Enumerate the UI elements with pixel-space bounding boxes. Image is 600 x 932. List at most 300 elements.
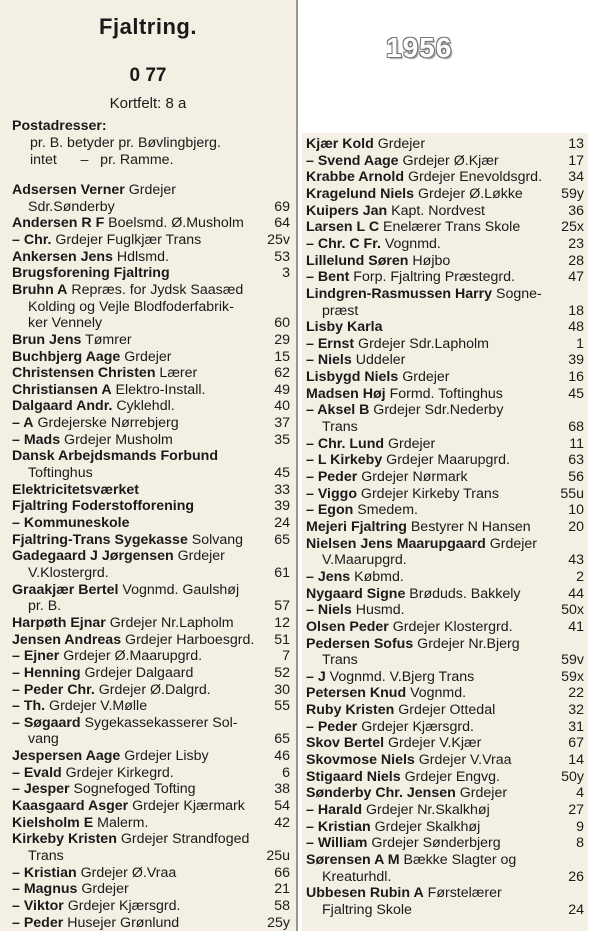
phone-number: 23	[568, 235, 584, 252]
entry-name: – Peder	[306, 718, 358, 735]
entry-detail: Grdejer V.Kjær	[384, 735, 482, 752]
entry-name: – Kommuneskole	[12, 515, 130, 531]
entry-detail: Grdejer Strandfoged	[116, 831, 250, 848]
entry-name: Kragelund Niels	[306, 185, 415, 202]
phone-number: 22	[568, 685, 584, 702]
entry-detail: Malerm.	[93, 814, 149, 831]
entry-name: – Egon	[306, 502, 354, 519]
phone-number: 31	[568, 718, 584, 735]
directory-entry	[12, 682, 211, 699]
directory-entry	[306, 153, 499, 170]
phone-number: 41	[568, 618, 584, 635]
phone-number: 4	[576, 785, 584, 802]
entry-detail: Tømrer	[81, 331, 132, 348]
directory-entry	[306, 769, 500, 786]
directory-entry	[306, 203, 485, 220]
entry-name: – Mads	[12, 431, 61, 448]
entry-name: Skovmose Niels	[306, 752, 415, 769]
phone-number: 65	[274, 531, 290, 548]
entry-name: – Kristian	[306, 818, 371, 835]
entry-name: Krabbe Arnold	[306, 169, 405, 186]
entry-detail: vang	[28, 731, 59, 748]
entry-name: Harpøth Ejnar	[12, 614, 106, 631]
directory-entry	[306, 386, 503, 403]
entry-detail: Grdejer	[173, 548, 225, 565]
phone-number: 64	[274, 215, 290, 232]
entry-name: – Ejner	[12, 648, 60, 665]
phone-number: 63	[568, 452, 584, 469]
phone-number: 29	[274, 331, 290, 348]
entry-detail: Toftinghus	[28, 465, 93, 482]
entry-detail: pr. B.	[28, 598, 62, 615]
entry-name: – Jens	[306, 568, 351, 585]
entry-name: Christensen Christen	[12, 365, 156, 382]
entry-detail: Grdejer Nørmark	[357, 469, 468, 485]
directory-entry	[28, 848, 64, 865]
entry-detail: Grdejer V.Mølle	[45, 698, 148, 715]
entry-detail: Sogne-	[492, 285, 542, 302]
entry-detail: Grdejer Kjærmark	[128, 798, 245, 815]
directory-entry	[306, 236, 441, 253]
entry-name: – Chr. C Fr.	[306, 235, 381, 252]
entry-detail: Grdejer	[77, 881, 129, 898]
directory-entry	[306, 502, 418, 519]
directory-entry	[306, 219, 520, 236]
entry-name: Dalgaard Andr.	[12, 398, 113, 415]
directory-entry	[306, 835, 501, 852]
phone-number: 52	[274, 664, 290, 681]
entry-detail: Grdejer Ø.Kjær	[398, 152, 499, 169]
entry-detail: Brøduds. Bakkely	[405, 585, 521, 602]
entry-detail: Grdejer Skalkhøj	[370, 818, 481, 835]
directory-entry	[12, 482, 139, 499]
entry-name: – A	[12, 415, 34, 432]
entry-name: – Niels	[306, 352, 352, 369]
entry-name: – Kristian	[12, 864, 77, 881]
phone-number: 24	[274, 515, 290, 531]
entry-name: – J	[306, 668, 326, 685]
entry-detail: Fjaltring Skole	[322, 901, 412, 918]
phone-number: 24	[568, 901, 584, 918]
entry-detail: Husmd.	[351, 602, 405, 619]
directory-entry	[12, 282, 243, 299]
entry-name: Lindgren-Rasmussen Harry	[306, 285, 493, 302]
entry-detail: Smedem.	[353, 502, 418, 519]
entry-detail: Trans	[28, 848, 64, 864]
phone-number: 33	[274, 481, 290, 498]
directory-entry	[306, 452, 510, 469]
entry-detail: Førstelærer	[423, 885, 502, 902]
entry-name: Nygaard Signe	[306, 585, 406, 602]
entry-name: Larsen L C	[306, 219, 380, 236]
directory-entry	[12, 915, 179, 932]
phone-number: 69	[274, 198, 290, 215]
year-label: 1956	[386, 32, 453, 63]
phone-number: 50x	[561, 602, 584, 619]
phone-number: 11	[569, 435, 584, 452]
entry-name: Skov Bertel	[306, 735, 385, 752]
entry-name: Fjaltring Foderstofforening	[12, 498, 195, 515]
directory-entry	[306, 286, 542, 303]
entry-detail: Cyklehdl.	[112, 398, 175, 415]
entry-name: – Magnus	[12, 881, 78, 898]
entry-detail: Grdejer	[485, 535, 538, 552]
entry-detail: Kreaturhdl.	[322, 868, 392, 885]
directory-entry	[306, 519, 531, 536]
directory-entry	[28, 315, 102, 332]
directory-entry	[306, 336, 489, 353]
directory-entry	[306, 536, 537, 553]
phone-number: 6	[282, 764, 290, 781]
directory-entry	[306, 702, 495, 719]
phone-number: 46	[274, 748, 290, 765]
entry-detail: Grdejer Enevoldsgrd.	[404, 169, 543, 186]
directory-entry	[12, 898, 180, 915]
entry-detail: Kapt. Nordvest	[387, 202, 486, 219]
phone-number: 34	[568, 169, 584, 186]
directory-entry	[306, 469, 468, 486]
directory-entry	[322, 419, 358, 436]
phone-number: 30	[274, 681, 290, 698]
directory-entry	[322, 869, 391, 886]
directory-entry	[12, 365, 197, 382]
directory-entry	[12, 398, 175, 415]
area-code: 0 77	[129, 65, 167, 86]
entry-detail: Sdr.Sønderby	[28, 198, 115, 215]
entry-detail: Trans	[322, 652, 358, 669]
phone-number: 38	[274, 781, 290, 798]
entry-detail: Grdejer	[373, 136, 426, 152]
entry-name: Fjaltring-Trans Sygekasse	[12, 531, 188, 548]
entry-detail: Boelsmd. Ø.Musholm	[104, 215, 244, 232]
directory-entry	[306, 802, 490, 819]
entry-detail: Grdejer Ø.Løkke	[414, 185, 523, 202]
entry-detail: Kolding og Vejle Blodfoderfabrik-	[28, 298, 234, 315]
entry-name: Ruby Kristen	[306, 702, 395, 719]
phone-number: 40	[274, 398, 290, 415]
entry-detail: Lærer	[155, 365, 198, 382]
entry-name: – Th.	[12, 698, 46, 715]
directory-entry	[306, 169, 542, 186]
entry-name: Bruhn A	[12, 281, 68, 298]
entry-detail: Købmd.	[350, 568, 404, 585]
directory-entry	[306, 752, 512, 769]
entry-detail: Repræs. for Jydsk Saasæd	[67, 281, 244, 298]
entry-detail: Grdejer V.Vraa	[414, 752, 512, 769]
entry-detail: Vognmd. V.Bjerg Trans	[325, 668, 475, 685]
entry-detail: Grdejer Klostergrd.	[388, 618, 513, 635]
directory-entry	[12, 415, 179, 432]
entry-detail: præst	[322, 302, 359, 319]
directory-entry	[28, 199, 115, 216]
entry-name: Petersen Knud	[306, 685, 407, 702]
entry-detail: Grdejer Dalgaard	[80, 664, 194, 681]
directory-entry	[12, 648, 202, 665]
phone-number: 42	[274, 814, 290, 831]
entry-detail: Grdejer Sdr.Nederby	[369, 402, 504, 419]
entry-name: Kjær Kold	[306, 136, 374, 152]
directory-entry	[306, 685, 466, 702]
entry-detail: Bække Slagter og	[399, 851, 517, 868]
entry-name: – Søgaard	[12, 714, 81, 731]
directory-entry	[12, 432, 173, 449]
directory-entry	[306, 819, 480, 836]
entry-detail: Grdejer Kirkegrd.	[61, 764, 174, 781]
entry-name: Kuipers Jan	[306, 202, 388, 219]
phone-number: 61	[274, 564, 290, 581]
directory-entry	[306, 136, 425, 153]
directory-entry	[322, 902, 412, 919]
entry-detail: Grdejer Ø.Dalgrd.	[94, 681, 211, 698]
directory-entry	[306, 636, 520, 653]
entry-detail: Grdejer	[124, 182, 177, 198]
directory-entry	[28, 465, 93, 482]
entry-name: – Harald	[306, 802, 362, 818]
entry-detail: Grdejer Engvg.	[400, 768, 500, 785]
directory-entry	[306, 885, 502, 902]
entry-detail: Grdejer Harboesgrd.	[121, 631, 255, 648]
phone-number: 25v	[267, 231, 290, 248]
entry-name: Adsersen Verner	[12, 182, 125, 198]
directory-entry	[306, 785, 507, 802]
entry-detail: Bestyrer N Hansen	[406, 518, 531, 535]
entry-detail: Formd. Toftinghus	[385, 385, 503, 402]
entry-name: – William	[306, 835, 368, 852]
phone-number: 21	[274, 881, 290, 898]
entry-detail: Grdejerske Nørrebjerg	[33, 415, 179, 432]
phone-number: 45	[274, 465, 290, 482]
directory-entry	[12, 798, 245, 815]
entry-detail: Solvang	[187, 531, 244, 548]
phone-number: 26	[568, 868, 584, 885]
directory-entry	[322, 652, 358, 669]
directory-entry	[306, 719, 474, 736]
entry-name: – Aksel B	[306, 402, 370, 419]
directory-entry	[12, 715, 238, 732]
entry-name: Sørensen A M	[306, 851, 400, 868]
entry-detail: Trans	[322, 419, 358, 436]
phone-number: 8	[576, 835, 584, 852]
phone-number: 50y	[561, 768, 584, 785]
entry-name: Nielsen Jens Maarupgaard	[306, 535, 486, 552]
entry-detail: Grdejer Sdr.Lapholm	[354, 335, 489, 352]
directory-entry	[12, 182, 176, 199]
entry-name: Gadegaard J Jørgensen	[12, 548, 174, 565]
entry-detail: Grdejer	[384, 435, 436, 452]
directory-entry	[12, 831, 249, 848]
phone-number: 39	[274, 498, 290, 515]
directory-entry	[306, 319, 383, 336]
phone-number: 57	[274, 598, 290, 615]
phone-number: 2	[576, 568, 584, 585]
page-title: Fjaltring.	[99, 14, 197, 39]
directory-entry	[12, 382, 205, 399]
phone-number: 65	[274, 731, 290, 748]
entry-detail: Grdejer Fuglkjær Trans	[51, 231, 202, 248]
entry-name: Olsen Peder	[306, 618, 389, 635]
directory-entry	[306, 253, 450, 270]
phone-number: 12	[274, 614, 290, 631]
directory-entry	[12, 215, 244, 232]
entry-name: – Viggo	[306, 485, 357, 502]
entry-name: Sønderby Chr. Jensen	[306, 785, 456, 802]
entry-detail: V.Maarupgrd.	[322, 552, 407, 569]
directory-entry	[28, 598, 61, 615]
phone-number: 14	[568, 752, 584, 769]
entry-detail: Grdejer Maarupgrd.	[382, 452, 510, 469]
directory-entry	[12, 748, 209, 765]
directory-entry	[306, 735, 481, 752]
entry-name: Elektricitetsværket	[12, 481, 139, 498]
directory-entry	[12, 498, 194, 515]
directory-entry	[322, 303, 358, 320]
entry-detail: Elektro-Install.	[111, 381, 206, 398]
kortfelt-label: Kortfelt: 8 a	[109, 95, 187, 112]
directory-entry	[28, 565, 109, 582]
entry-detail: Grdejer Sønderbjerg	[367, 835, 501, 852]
directory-entry	[12, 332, 132, 349]
phone-number: 7	[282, 648, 290, 665]
phone-number: 48	[568, 319, 584, 336]
directory-entry	[12, 349, 172, 366]
postadresser-heading: Postadresser:	[12, 118, 107, 134]
entry-detail: Grdejer	[120, 348, 172, 365]
phone-number: 47	[568, 269, 584, 286]
phone-number: 16	[568, 369, 584, 386]
phone-number: 28	[568, 252, 584, 269]
entry-name: Lisby Karla	[306, 319, 383, 336]
directory-entry	[306, 602, 405, 619]
entry-detail: Uddeler	[351, 352, 406, 369]
entry-name: – Niels	[306, 602, 352, 619]
entry-name: Kirkeby Kristen	[12, 831, 117, 848]
phone-number: 39	[568, 352, 584, 369]
directory-entry	[306, 402, 503, 419]
directory-entry	[12, 615, 234, 632]
entry-name: – L Kirkeby	[306, 452, 383, 469]
entry-detail: Enelærer Trans Skole	[379, 219, 521, 236]
phone-number: 1	[576, 335, 584, 352]
phone-number: 62	[274, 365, 290, 382]
phone-number: 56	[568, 469, 584, 485]
entry-name: – Chr. Lund	[306, 435, 385, 452]
entry-name: Brugsforening Fjaltring	[12, 265, 170, 282]
entry-detail: Vognmd.	[406, 685, 467, 702]
phone-number: 18	[568, 302, 584, 319]
entry-name: – Peder	[306, 469, 358, 485]
entry-detail: Grdejer Ø.Vraa	[76, 864, 177, 881]
entry-name: – Bent	[306, 269, 350, 286]
phone-number: 35	[274, 431, 290, 448]
directory-entry	[306, 352, 405, 369]
column-divider	[296, 0, 298, 931]
phone-number: 60	[274, 315, 290, 332]
directory-entry	[12, 815, 148, 832]
entry-detail: Højbo	[408, 252, 451, 269]
entry-name: Jensen Andreas	[12, 631, 122, 648]
directory-entry	[12, 232, 201, 249]
directory-entry	[12, 881, 129, 898]
directory-entry	[12, 582, 239, 599]
directory-entry	[306, 852, 516, 869]
phone-number: 58	[274, 897, 290, 914]
entry-detail: Grdejer	[455, 785, 508, 802]
directory-entry	[12, 448, 218, 465]
entry-name: – Ernst	[306, 335, 355, 352]
phone-number: 25u	[266, 848, 290, 864]
directory-entry	[306, 269, 515, 286]
phone-number: 51	[274, 631, 290, 648]
entry-name: – Evald	[12, 764, 62, 781]
directory-entry	[12, 632, 254, 649]
entry-detail: Husejer Grønlund	[63, 914, 180, 931]
entry-detail: Vognmd. Gaulshøj	[118, 581, 240, 598]
phone-number: 67	[568, 735, 584, 752]
phone-number: 59x	[561, 668, 584, 685]
entry-detail: Vognmd.	[380, 235, 441, 252]
directory-entry	[12, 548, 225, 565]
directory-entry	[12, 249, 169, 266]
entry-name: Ankersen Jens	[12, 248, 113, 265]
directory-entry	[322, 552, 407, 569]
entry-name: Christiansen A	[12, 381, 112, 398]
entry-name: – Peder Chr.	[12, 681, 95, 698]
phone-number: 9	[576, 818, 584, 835]
entry-name: Kielsholm E	[12, 814, 94, 831]
phone-number: 3	[282, 265, 290, 282]
directory-entry	[306, 619, 513, 636]
entry-name: – Peder	[12, 914, 64, 931]
phone-number: 53	[274, 248, 290, 265]
directory-entry	[306, 669, 474, 686]
phone-number: 20	[568, 518, 584, 535]
phone-number: 36	[568, 202, 584, 219]
phone-number: 55u	[560, 485, 584, 502]
phone-number: 68	[568, 419, 584, 436]
postadresser-line: pr. B. betyder pr. Bøvlingbjerg.	[30, 135, 221, 151]
phone-number: 27	[568, 802, 584, 818]
phone-number: 54	[274, 798, 290, 815]
entry-name: Stigaard Niels	[306, 768, 401, 785]
phone-number: 55	[274, 698, 290, 715]
directory-entry	[306, 486, 499, 503]
directory-entry	[306, 569, 404, 586]
directory-entry	[12, 665, 193, 682]
entry-detail: Grdejer Nr.Lapholm	[105, 614, 234, 631]
entry-detail: Forp. Fjaltring Præstegrd.	[349, 269, 515, 286]
phone-number: 37	[274, 415, 290, 432]
entry-name: Graakjær Bertel	[12, 581, 119, 598]
phone-number: 25y	[267, 914, 290, 931]
entry-name: Mejeri Fjaltring	[306, 518, 407, 535]
directory-entry	[306, 436, 435, 453]
phone-number: 59v	[561, 652, 584, 669]
directory-entry	[306, 586, 520, 603]
entry-name: Ubbesen Rubin A	[306, 885, 424, 902]
directory-entry	[12, 265, 170, 282]
entry-detail: Grdejer Nr.Bjerg	[413, 635, 520, 652]
entry-name: – Chr.	[12, 231, 52, 248]
phone-number: 59y	[561, 185, 584, 202]
phone-number: 13	[568, 136, 584, 152]
entry-detail: Grdejer	[398, 369, 450, 386]
entry-name: Dansk Arbejdsmands Forbund	[12, 448, 219, 465]
entry-detail: Sognefoged Tofting	[69, 781, 196, 798]
entry-detail: Hdlsmd.	[112, 248, 169, 265]
entry-detail: Grdejer Kjærsgrd.	[357, 718, 474, 735]
entry-name: Lillelund Søren	[306, 252, 409, 269]
phone-number: 49	[274, 381, 290, 398]
